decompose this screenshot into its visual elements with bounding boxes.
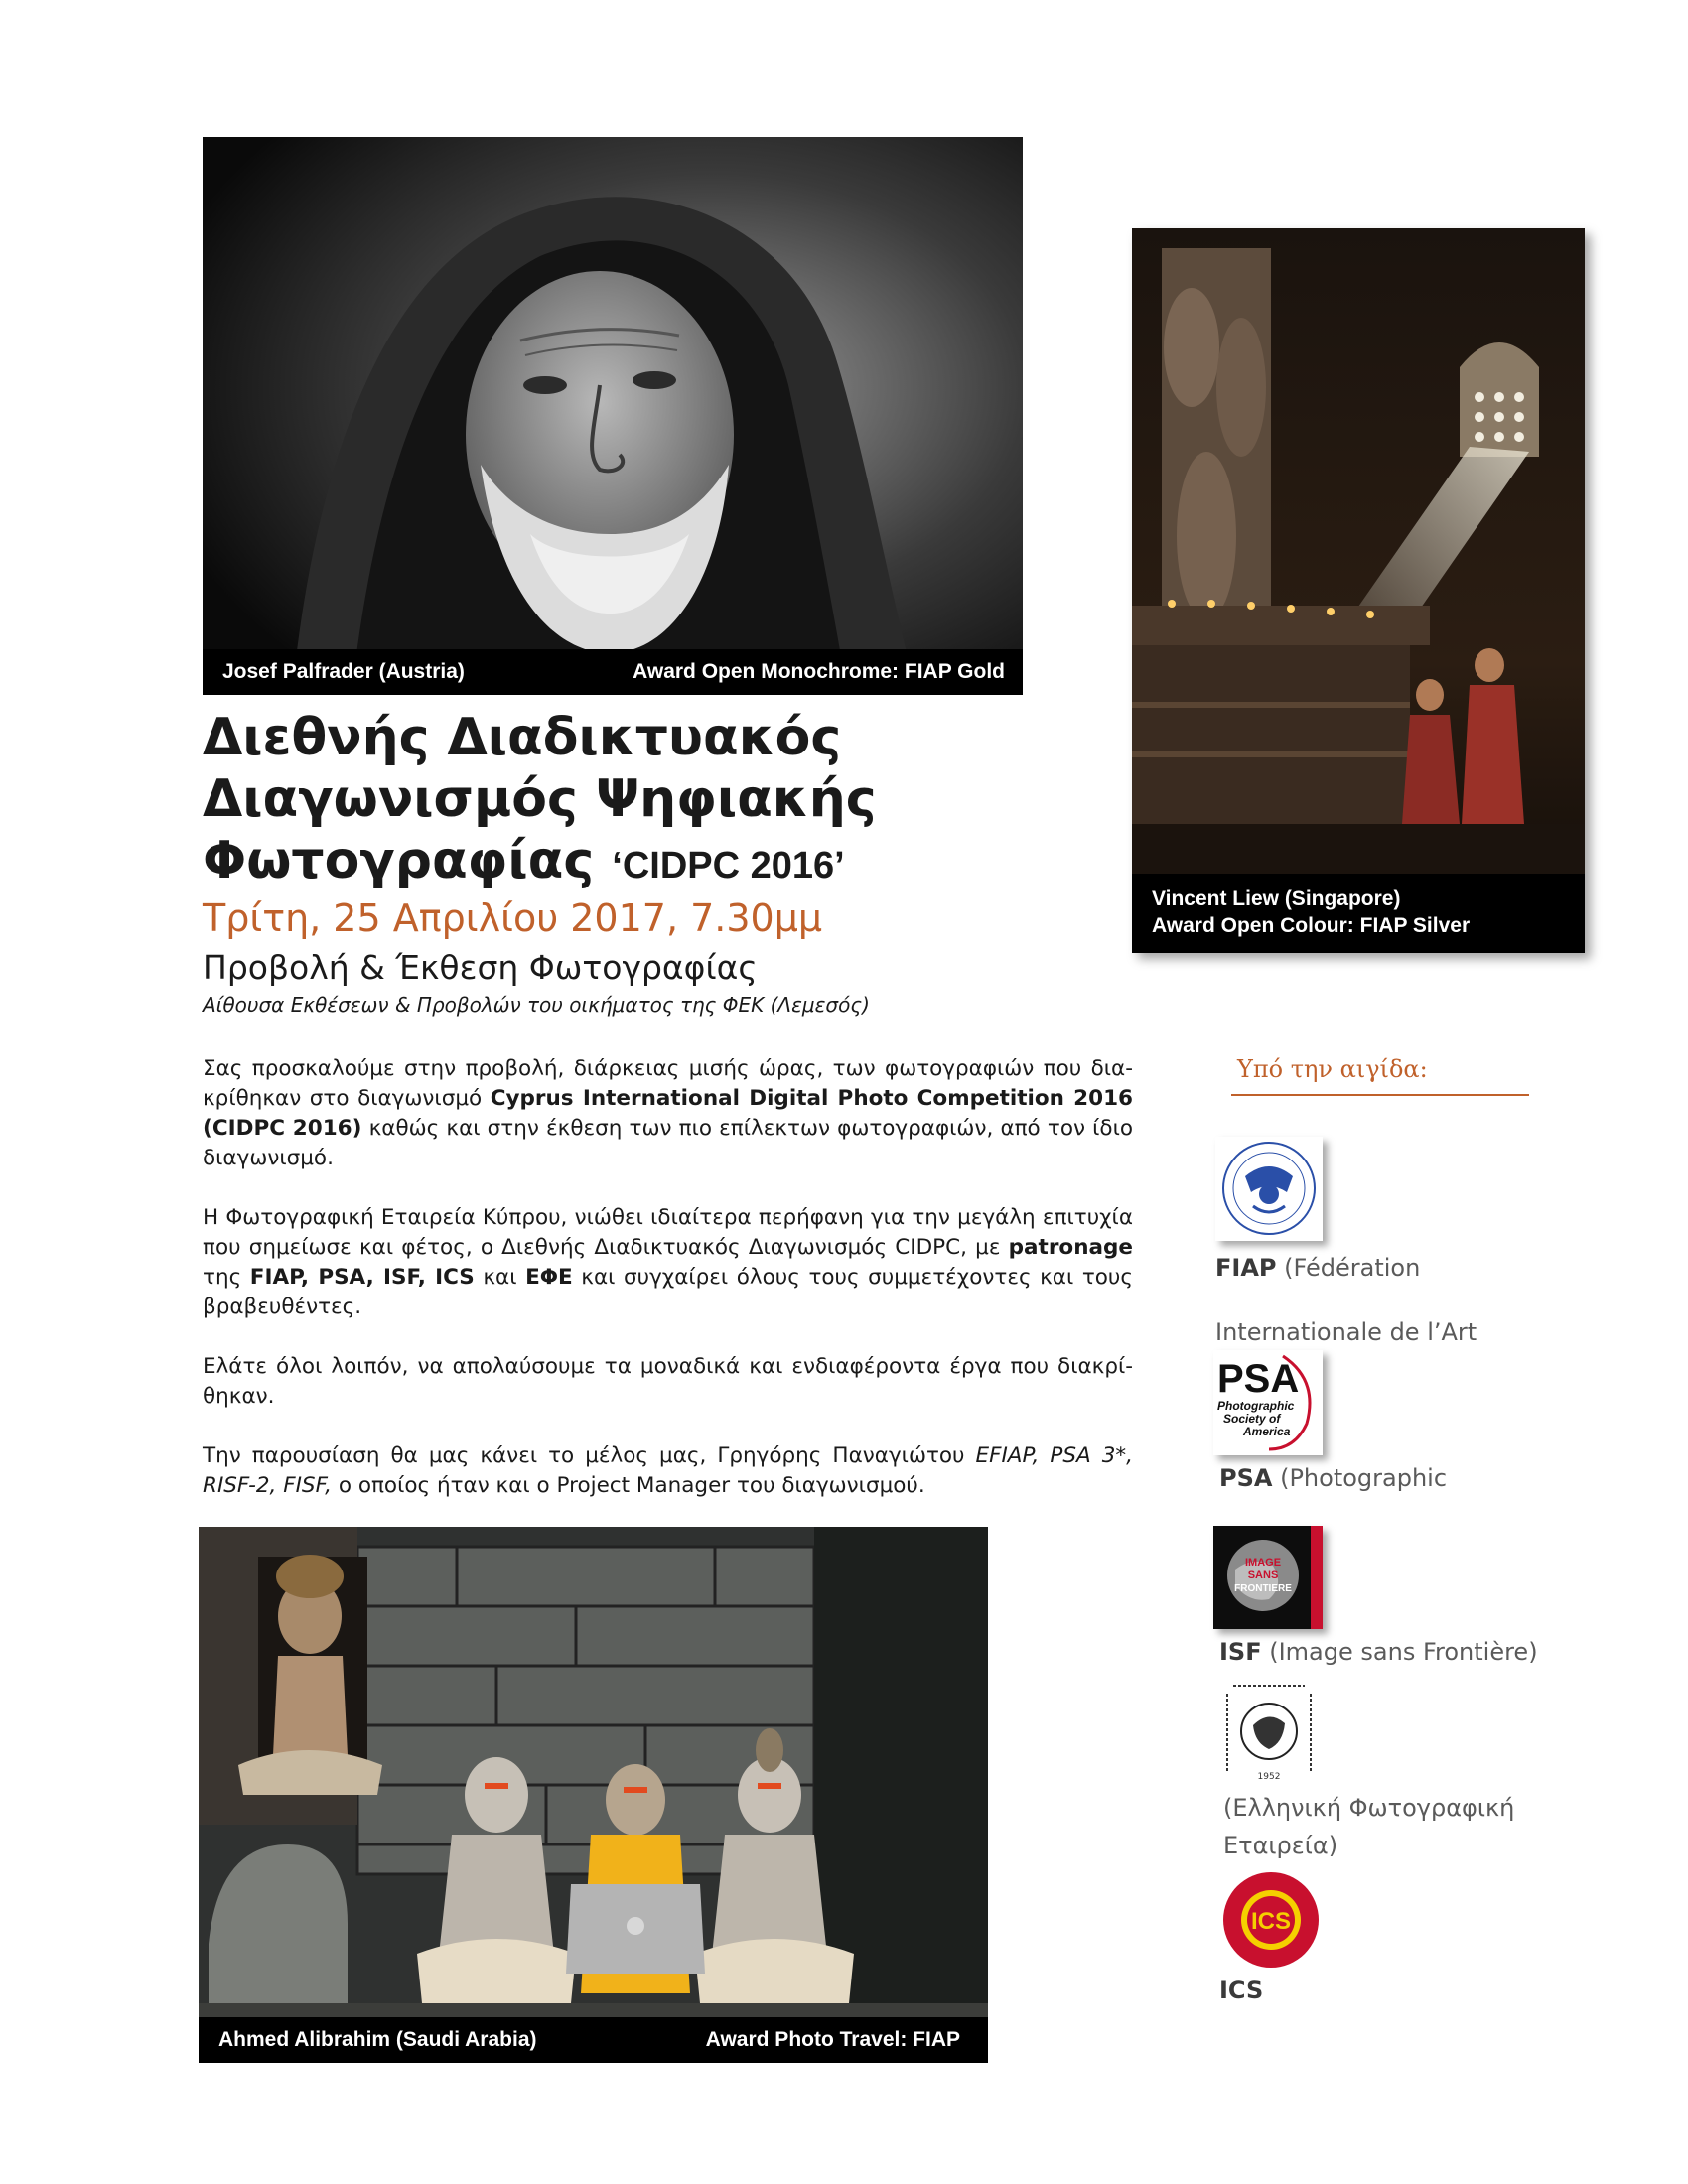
isf-logo bbox=[1213, 1526, 1323, 1629]
monochrome-portrait-image bbox=[203, 137, 1023, 695]
travel-sadhus-image bbox=[199, 1527, 988, 2063]
body-text bbox=[203, 1054, 1133, 1531]
ics-logo bbox=[1219, 1868, 1323, 1972]
photo-author-bottom: Ahmed Alibrahim (Saudi Arabia) bbox=[218, 2028, 537, 2051]
page-title bbox=[203, 707, 1017, 896]
fiap-emblem-icon bbox=[1215, 1137, 1323, 1241]
fiap-logo bbox=[1215, 1137, 1323, 1241]
title-line-3-text: Φωτογραφίας bbox=[203, 831, 595, 890]
photo-monochrome-portrait bbox=[203, 137, 1023, 695]
patronage-heading: Υπό την αιγίδα: bbox=[1237, 1055, 1428, 1083]
ics-emblem-icon bbox=[1219, 1868, 1323, 1972]
isf-logo-text-3: FRONTIERE bbox=[1234, 1583, 1292, 1594]
caption-bar-top bbox=[203, 649, 1023, 695]
event-date: Τρίτη, 25 Απριλίου 2017, 7.30μμ bbox=[203, 896, 823, 940]
title-quote: ‘CIDPC 2016’ bbox=[612, 845, 845, 887]
paragraph-society: Η Φωτογραφική Εταιρεία Κύπρου, νιώθει ιδιαίτερα περήφανη για την μεγάλη επιτυχία που σημείωσε και φέτος, ο Διεθνής Διαδικτυακός Διαγωνισμός CIDPC, με patronage της FIAP, PSA, ISF, ICS και ΕΦΕ και συγχαίρει όλους τους συμμετέχοντες και τους βραβευθέντες. bbox=[203, 1205, 1133, 1319]
title-line-1: Διεθνής Διαδικτυακός bbox=[203, 708, 842, 767]
photo-award-top: Award Open Monochrome: FIAP Gold bbox=[633, 660, 1005, 683]
psa-logo-small-2: Society of bbox=[1223, 1412, 1281, 1426]
psa-label: PSA (Photographic bbox=[1219, 1464, 1448, 1492]
isf-emblem-icon bbox=[1213, 1526, 1323, 1629]
psa-logo-small-1: Photographic bbox=[1217, 1399, 1295, 1413]
psa-logo-small-3: America bbox=[1243, 1425, 1291, 1438]
patronage-divider bbox=[1231, 1094, 1529, 1096]
caption-bar-right bbox=[1132, 874, 1585, 953]
caption-bar-bottom bbox=[199, 2017, 988, 2063]
title-line-3 bbox=[203, 830, 1017, 896]
efe-label: (Ελληνική Φωτογραφική bbox=[1223, 1794, 1515, 1822]
fiap-label: FIAP (Fédération bbox=[1215, 1254, 1421, 1282]
photo-travel-sadhus bbox=[199, 1527, 988, 2063]
photo-author-top: Josef Palfrader (Austria) bbox=[222, 660, 465, 683]
colour-temple-image bbox=[1132, 228, 1585, 953]
photo-award-right: Award Open Colour: FIAP Silver bbox=[1152, 914, 1471, 937]
efe-label-line2: Εταιρεία) bbox=[1223, 1832, 1338, 1859]
isf-label: ISF (Image sans Frontière) bbox=[1219, 1638, 1538, 1666]
photo-award-bottom: Award Photo Travel: FIAP bbox=[705, 2028, 960, 2051]
isf-logo-text-1: IMAGE bbox=[1244, 1557, 1282, 1569]
isf-logo-text-2: SANS bbox=[1247, 1570, 1279, 1581]
psa-emblem-icon bbox=[1213, 1350, 1323, 1455]
efe-logo-year: 1952 bbox=[1257, 1772, 1281, 1782]
isf-abbr: ISF bbox=[1219, 1638, 1262, 1666]
ics-abbr: ICS bbox=[1219, 1977, 1264, 2004]
psa-logo-big: PSA bbox=[1217, 1357, 1300, 1401]
paragraph-presenter: Την παρουσίαση θα μας κάνει το μέλος μας, Γρηγόρης Παναγιώτου EFIAP, PSA 3*, RISF-2, FISF, ο οποίος ήταν και ο Project Manager του διαγωνισμού. bbox=[203, 1443, 1133, 1498]
paragraph-invitation: Σας προσκαλούμε στην προβολή, διάρκειας μισής ώρας, των φωτογραφιών που δια-κρίθηκαν στο διαγωνισμό Cyprus International Digital Photo Competition 2016 (CIDPC 2016) καθώς και στην έκθεση των πιο επίλεκτων φωτογραφιών, από τον ίδιο διαγωνισμό. bbox=[203, 1056, 1134, 1170]
fiap-label-line2: Internationale de l’Art bbox=[1215, 1318, 1477, 1346]
paragraph-welcome: Ελάτε όλοι λοιπόν, να απολαύσουμε τα μοναδικά και ενδιαφέροντα έργα που διακρί-θηκαν. bbox=[203, 1354, 1133, 1409]
ics-label bbox=[1219, 1972, 1263, 2009]
psa-abbr: PSA bbox=[1219, 1464, 1273, 1492]
photo-author-right: Vincent Liew (Singapore) bbox=[1152, 887, 1401, 910]
efe-emblem-icon bbox=[1219, 1680, 1319, 1783]
title-line-2: Διαγωνισμός Ψηφιακής bbox=[203, 769, 877, 829]
ics-logo-text: ICS bbox=[1250, 1908, 1292, 1935]
fiap-abbr: FIAP bbox=[1215, 1254, 1277, 1282]
psa-logo bbox=[1213, 1350, 1323, 1455]
event-type: Προβολή & Έκθεση Φωτογραφίας bbox=[203, 948, 758, 987]
event-venue: Αίθουσα Εκθέσεων & Προβολών του οικήματος της ΦΕΚ (Λεμεσός) bbox=[203, 993, 870, 1017]
efe-logo bbox=[1219, 1680, 1319, 1783]
photo-colour-temple bbox=[1132, 228, 1585, 953]
